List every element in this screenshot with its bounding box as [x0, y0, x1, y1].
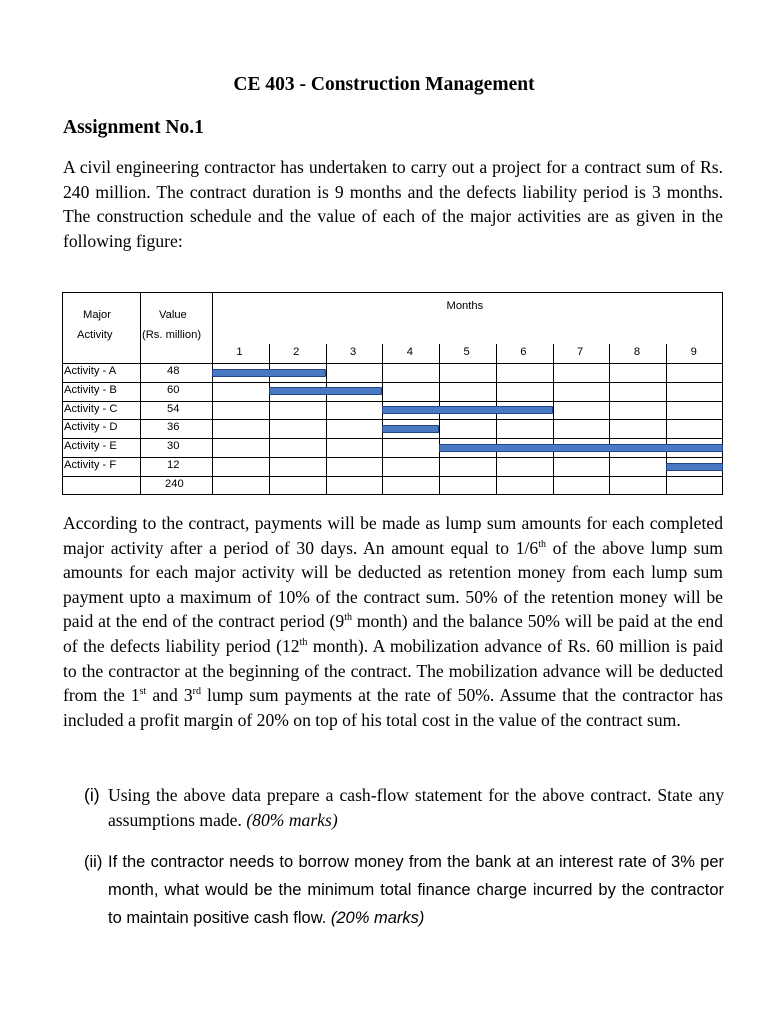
- question-text: [108, 848, 724, 932]
- header-divider: [62, 363, 723, 364]
- activity-bar: [439, 444, 723, 452]
- column-divider: [212, 292, 213, 495]
- activity-value: 60: [167, 383, 180, 396]
- activity-header-label: Major: [83, 309, 111, 321]
- question-number: (i): [84, 785, 100, 805]
- row-divider: [62, 476, 723, 477]
- activity-name: Activity - E: [64, 440, 117, 453]
- row-divider: [62, 401, 723, 402]
- activity-value: 12: [167, 459, 180, 471]
- activity-name: Activity - B: [64, 383, 117, 396]
- terms-text: lump sum payments at the rate of 50%. Assume that the contractor has included a profit margin of 20% on top of his total cost in the value of the contract sum.: [63, 685, 723, 730]
- question-marks: (20% marks): [330, 909, 425, 927]
- month-number: 5: [463, 346, 470, 358]
- superscript: rd: [192, 686, 201, 698]
- row-divider: [62, 419, 723, 420]
- contract-terms-paragraph: [63, 511, 723, 732]
- row-divider: [62, 438, 723, 439]
- activity-value: 48: [167, 365, 180, 377]
- activity-header-label: Activity: [77, 329, 113, 341]
- activity-value: 30: [167, 440, 180, 453]
- activity-name: Activity - A: [64, 365, 117, 377]
- table-border: [62, 292, 63, 495]
- row-divider: [62, 382, 723, 383]
- activity-name: Activity - F: [64, 459, 117, 471]
- superscript: th: [299, 636, 308, 648]
- month-number: 1: [236, 346, 243, 358]
- value-header-label: Value: [159, 309, 187, 321]
- terms-text: month) and the balance 50% will be paid at the end of the defects liability period (12: [63, 611, 723, 656]
- question-number: (ii): [84, 853, 103, 871]
- activity-bar: [666, 463, 723, 471]
- activity-name: Activity - D: [64, 421, 118, 434]
- activity-bar: [212, 369, 326, 377]
- total-value: 240: [165, 477, 184, 490]
- superscript: th: [344, 612, 352, 624]
- terms-text: month). A mobilization advance of Rs. 60 million is paid to the contractor at the beginning of the contract. The mobilization advance will be deducted from the 1: [63, 635, 723, 706]
- activity-name: Activity - C: [64, 402, 118, 415]
- question-marks: (80% marks): [246, 809, 338, 830]
- table-border: [62, 494, 723, 495]
- intro-paragraph: A civil engineering contractor has undertaken to carry out a project for a contract sum of Rs. 240 million. The contract duration is 9 months and the defects liability period is 3 months. The construction schedule and the value of each of the major activities are as given in the following figure:: [63, 157, 723, 251]
- value-header-label: (Rs. million): [142, 329, 202, 341]
- terms-text: and 3: [146, 685, 193, 706]
- month-number: 6: [520, 346, 527, 358]
- activity-bar: [382, 406, 552, 414]
- terms-text: of the above lump sum amounts for each major activity will be deducted as retention money from each lump sum payment upto a maximum of 10% of the contract sum. 50% of the retention money will be paid at the end of the contract period (9: [63, 537, 723, 632]
- assignment-heading: Assignment No.1: [63, 117, 204, 138]
- table-border: [62, 292, 723, 293]
- month-number: 2: [293, 346, 300, 358]
- month-number: 4: [406, 346, 413, 358]
- question-text: [108, 783, 724, 832]
- month-number: 8: [633, 346, 641, 358]
- superscript: th: [538, 538, 547, 550]
- gantt-schedule-table: [62, 292, 723, 495]
- terms-text: According to the contract, payments will be made as lump sum amounts for each completed major activity after a period of 30 days. An amount equal to 1/6: [63, 513, 723, 558]
- month-number: 3: [349, 346, 357, 358]
- activity-value: 54: [167, 402, 180, 415]
- months-header-label: Months: [446, 300, 484, 312]
- month-number: 7: [577, 346, 584, 358]
- document-title: CE 403 - Construction Management: [233, 74, 535, 95]
- column-divider: [140, 292, 141, 495]
- row-divider: [62, 457, 723, 458]
- month-number: 9: [690, 346, 697, 358]
- question-body: Using the above data prepare a cash-flow statement for the above contract. State any assumptions made.: [108, 785, 724, 830]
- activity-bar: [269, 387, 383, 395]
- question-body: If the contractor needs to borrow money from the bank at an interest rate of 3% per month, what would be the minimum total finance charge incurred by the contractor to maintain positive cash flow.: [108, 853, 724, 927]
- activity-value: 36: [167, 421, 180, 434]
- superscript: st: [139, 686, 147, 698]
- activity-bar: [382, 425, 439, 433]
